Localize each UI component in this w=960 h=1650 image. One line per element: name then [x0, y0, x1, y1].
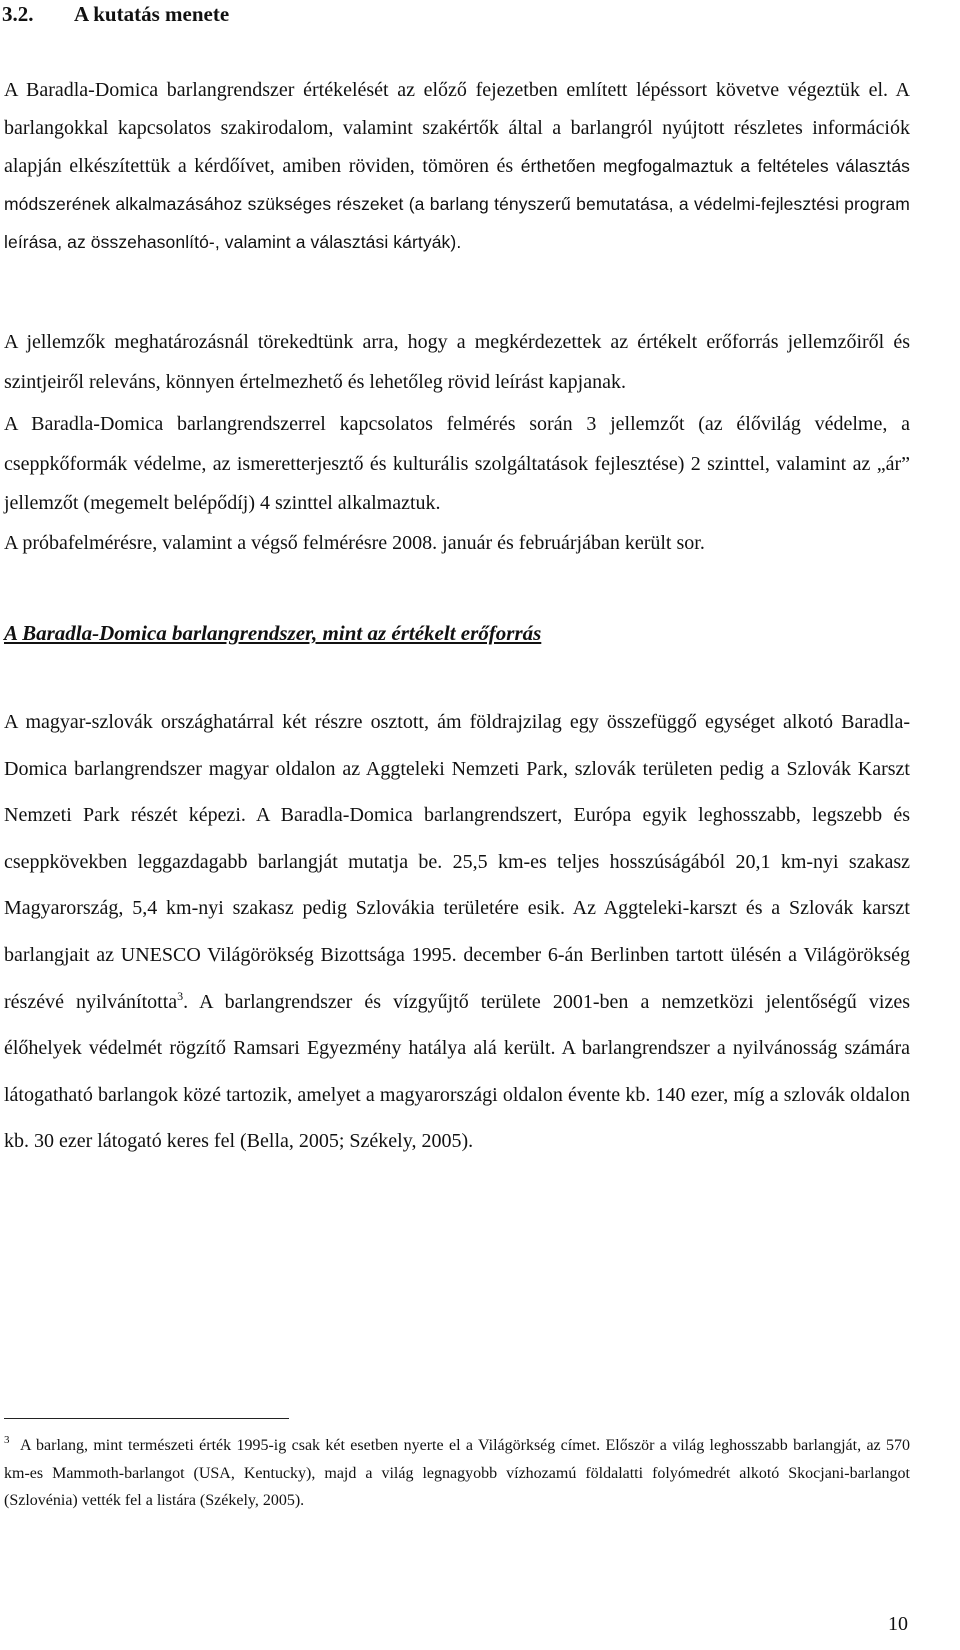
paragraph-text: . A barlangrendszer és vízgyűjtő területe 2001-ben a nemzetközi jelentőségű vizes élőhelyek védelmét rögzítő Ramsari Egyezmény hatálya alá került. A barlangrendszer a nyilvánosság számára látogatható barlangok közé tartozik, amelyet a magyarországi oldalon évente kb. 140 ezer, míg a szlovák oldalon kb. 30 ezer látogató keres fel (Bella, 2005; Székely, 2005). — [4, 990, 911, 1153]
paragraph-text-sans: érthetően megfogalmaztuk a feltételes választás módszerének alkalmazásához szükséges részeket (a barlang tényszerű bemutatása, a védelmi-fejlesztési program leírása, az összehasonlító-, valamint a választási kártyák). — [4, 156, 911, 253]
paragraph-text: A Baradla-Domica barlangrendszer értékelését az előző fejezetben említett lépéssort követve végeztük el. A barlangokkal kapcsolatos szakirodalom, valamint szakértők által a barlangról nyújtott részletes információk alapján elkészítettük a kérdőívet, amiben röviden, tömören és — [4, 79, 910, 178]
footnote-separator — [4, 1418, 289, 1419]
footnote-reference[interactable]: 3 — [177, 988, 184, 1003]
paragraph-attribute-levels: A Baradla-Domica barlangrendszerrel kapcsolatos felmérés során 3 jellemzőt (az élővilág védelme, a cseppkőformák védelme, az ismeretterjesztő és kulturális szolgáltatások fejlesztése) 2 szinttel, valamint az „ár” jellemzőt (megemelt belépődíj) 4 szinttel alkalmaztuk. — [4, 413, 910, 514]
subsection-heading: A Baradla-Domica barlangrendszer, mint az értékelt erőforrás — [4, 621, 542, 645]
footnote: $^3$ A barlang, mint természeti érték 1995-ig csak két esetben nyerte el a Világörkség címet. Először a világ leghosszabb barlangját, az 570 km-es Mammoth-barlangot (USA, Kentucky), majd a világ legnagyobb vízhozamú földalatti folyómedrét alkotó Skocjani-barlangot (Szlovénia) vették fel a listára (Székely, 2005). — [4, 1434, 910, 1509]
section-title: A kutatás menete — [74, 2, 230, 26]
section-heading — [2, 0, 229, 28]
paragraph-research-method — [4, 71, 910, 261]
page-number: 10 — [888, 1613, 908, 1635]
footnote-text: A barlang, mint természeti érték 1995-ig csak két esetben nyerte el a Világörkség címet. Először a világ leghosszabb barlangját, az 570 km-es Mammoth-barlangot (USA, Kentucky), majd a világ legnagyobb vízhozamú földalatti folyómedrét alkotó Skocjani-barlangot (Szlovénia) vették fel a listára (Székely, 2005). — [4, 1437, 910, 1509]
paragraph-attributes: A jellemzők meghatározásnál törekedtünk arra, hogy a megkérdezettek az értékelt erőforrás jellemzőiről és szintjeiről releváns, könnyen értelmezhető és lehetőleg rövid leírást kapjanak. — [4, 331, 910, 393]
paragraph-survey-date: A próbafelmérésre, valamint a végső felmérésre 2008. január és februárjában került sor. — [4, 532, 705, 554]
section-number: 3.2. — [2, 2, 34, 26]
paragraph-text: A magyar-szlovák országhatárral két részre osztott, ám földrajzilag egy összefüggő egységet alkotó Baradla-Domica barlangrendszer magyar oldalon az Aggteleki Nemzeti Park, szlovák területen pedig a Szlovák Karszt Nemzeti Park részét képezi. A Baradla-Domica barlangrendszert, Európa egyik leghosszabb, legszebb és cseppkövekben leggazdagabb barlangját mutatja be. 25,5 km-es teljes hosszúságából 20,1 km-nyi szakasz Magyarország, 5,4 km-nyi szakasz pedig Szlovákia területére esik. Az Aggteleki-karszt és a Szlovák karszt barlangjait az UNESCO Világörökség Bizottsága 1995. december 6-án Berlinben tartott ülésén a Világörökség részévé nyilvánította — [4, 711, 910, 1013]
paragraph-cave-description — [4, 699, 910, 1165]
